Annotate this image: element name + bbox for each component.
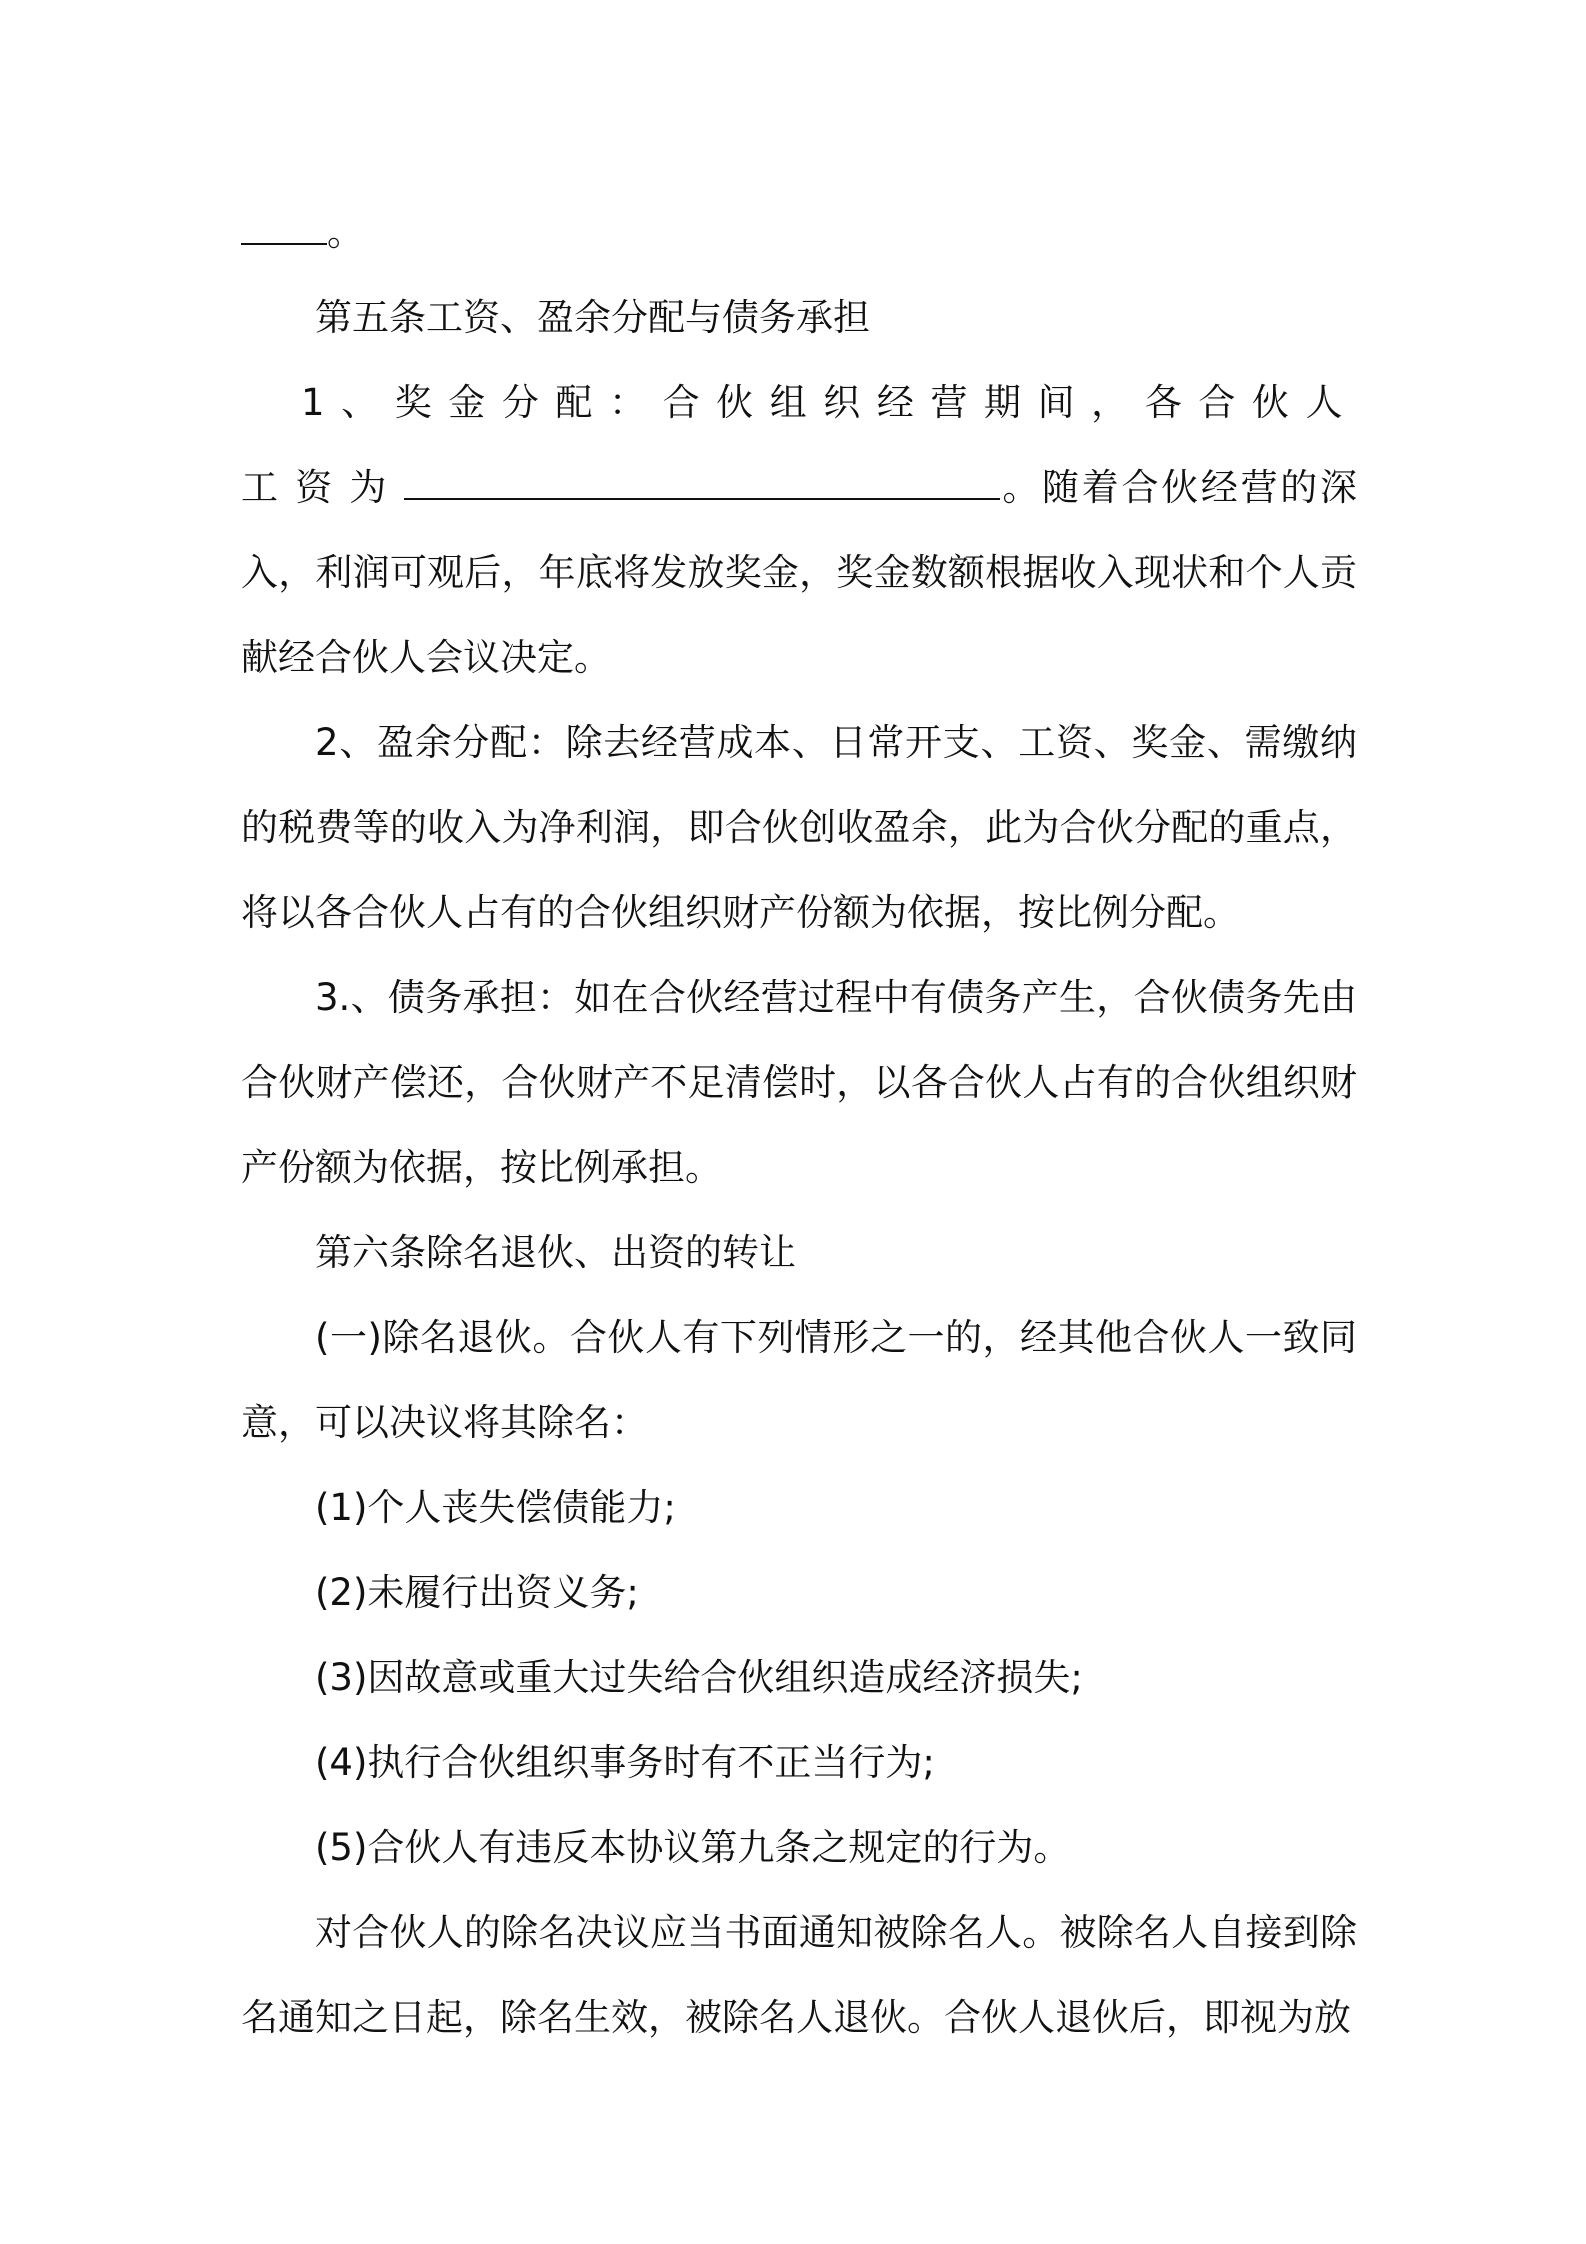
list-item-1: (1)个人丧失偿债能力; (315, 1486, 676, 1529)
bonus-line-lead: 1、奖金分配：合伙组织经营期间，各合伙人工资为 (241, 381, 1357, 509)
list-item-5: (5)合伙人有违反本协议第九条之规定的行为。 (315, 1826, 1071, 1869)
paragraph-expulsion-notice: 对合伙人的除名决议应当书面通知被除名人。被除名人自接到除名通知之日起，除名生效，被除名人退伙。合伙人退伙后，即视为放 (241, 1911, 1357, 2039)
list-item-2: (2)未履行出资义务; (315, 1571, 639, 1614)
article-6-heading: 第六条除名退伙、出资的转让 (315, 1231, 796, 1274)
document-body (241, 190, 1357, 2060)
fill-in-blank (404, 468, 1000, 500)
fill-in-blank (241, 213, 327, 245)
bonus-line-rest: 。随着合伙经营的深入，利润可观后，年底将发放奖金，奖金数额根据收入现状和个人贡献经合伙人会议决定。 (241, 466, 1357, 679)
paragraph-surplus-distribution: 2、盈余分配：除去经营成本、日常开支、工资、奖金、需缴纳的税费等的收入为净利润，即合伙创收盈余，此为合伙分配的重点，将以各合伙人占有的合伙组织财产份额为依据，按比例分配。 (241, 721, 1357, 934)
list-item-3: (3)因故意或重大过失给合伙组织造成经济损失; (315, 1656, 1083, 1699)
paragraph-expulsion: (一)除名退伙。合伙人有下列情形之一的，经其他合伙人一致同意，可以决议将其除名： (241, 1316, 1357, 1444)
list-item-4: (4)执行合伙组织事务时有不正当行为; (315, 1741, 935, 1784)
article-5-heading: 第五条工资、盈余分配与债务承担 (315, 296, 870, 339)
paragraph-bonus-distribution (241, 360, 1357, 700)
paragraph-debt-bearing: 3.、债务承担：如在合伙经营过程中有债务产生，合伙债务先由合伙财产偿还，合伙财产不足清偿时，以各合伙人占有的合伙组织财产份额为依据，按比例承担。 (241, 976, 1357, 1189)
paragraph-continuation: 。 (241, 190, 1357, 275)
